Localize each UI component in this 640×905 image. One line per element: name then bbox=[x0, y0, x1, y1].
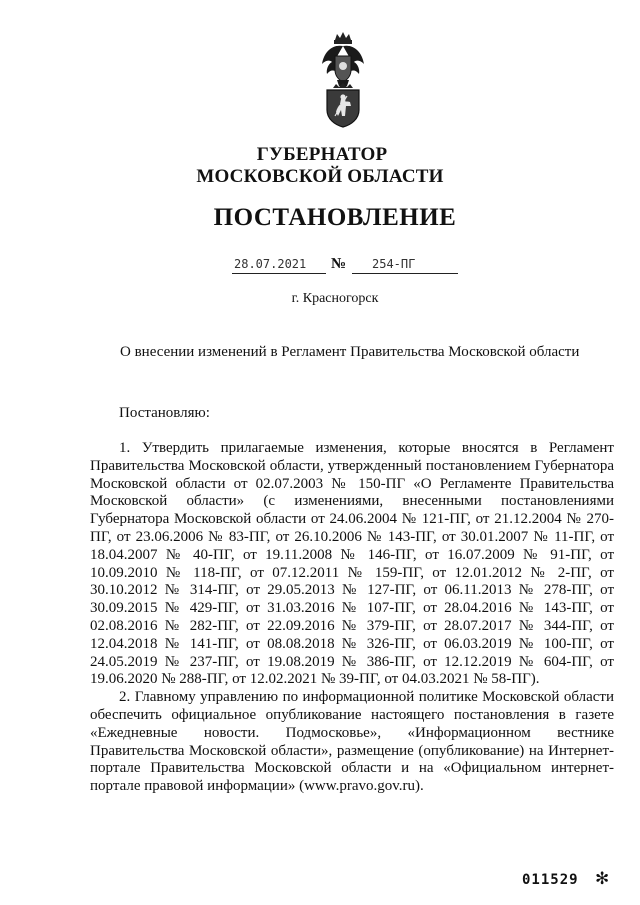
asterisk-mark-icon: ✻ bbox=[595, 869, 610, 889]
number-sign: № bbox=[331, 256, 347, 272]
document-city: г. Красногорск bbox=[291, 291, 379, 306]
document-number: 254-ПГ bbox=[352, 257, 458, 274]
paragraph-2: 2. Главному управлению по информационной политике Московской области обеспечить официальное опубликование настоящего постановления в газете «Ежедневные новости. Подмосковье», «Информационном вестнике Правительства Московской области», размещение (опубликование) на Интернет-портале Правительства Московской области и на «Официальном интернет-портале правовой информации» (www.pravo.gov.ru). bbox=[90, 689, 614, 795]
resolve-clause: Постановляю: bbox=[119, 405, 210, 421]
paragraph-1: 1. Утвердить прилагаемые изменения, которые вносятся в Регламент Правительства Московской области, утвержденный постановлением Губернатора Московской области от 02.07.2003 № 150-ПГ «О Регламенте Правительства Московской области» (с изменениями, внесенными постановлениями Губернатора Московской области от 24.06.2004 № 121-ПГ, от 21.12.2004 № 270-ПГ, от 23.06.2006 № 83-ПГ, от 26.10.2006 № 143-ПГ, от 30.01.2007 № 11-ПГ, от 18.04.2007 № 40-ПГ, от 19.11.2008 № 146-ПГ, от 16.07.2009 № 91-ПГ, от 10.09.2010 № 118-ПГ, от 07.12.2011 № 159-ПГ, от 12.01.2012 № 2-ПГ, от 30.10.2012 № 314-ПГ, от 29.05.2013 № 127-ПГ, от 06.11.2013 № 278-ПГ, от 30.09.2015 № 429-ПГ, от 31.03.2016 № 107-ПГ, от 28.04.2016 № 143-ПГ, от 02.08.2016 № 282-ПГ, от 22.09.2016 № 379-ПГ, от 28.07.2017 № 344-ПГ, от 12.04.2018 № 141-ПГ, от 08.08.2018 № 326-ПГ, от 06.03.2019 № 100-ПГ, от 24.05.2019 № 237-ПГ, от 19.08.2019 № 386-ПГ, от 12.12.2019 № 604-ПГ, от 19.06.2020 № 288-ПГ, от 12.02.2021 № 39-ПГ, от 04.03.2021 № 58-ПГ). bbox=[90, 440, 614, 688]
coat-of-arms-icon bbox=[318, 30, 368, 128]
document-meta bbox=[0, 256, 640, 280]
issuer-title-line2: МОСКОВСКОЙ ОБЛАСТИ bbox=[196, 166, 444, 187]
document-date: 28.07.2021 bbox=[232, 257, 326, 274]
document-body bbox=[90, 440, 614, 796]
document-subject: О внесении изменений в Регламент Правительства Московской области bbox=[120, 344, 580, 360]
document-type: ПОСТАНОВЛЕНИЕ bbox=[213, 204, 457, 231]
serial-number: 011529 bbox=[522, 872, 579, 888]
issuer-title-line1: ГУБЕРНАТОР bbox=[256, 144, 388, 165]
